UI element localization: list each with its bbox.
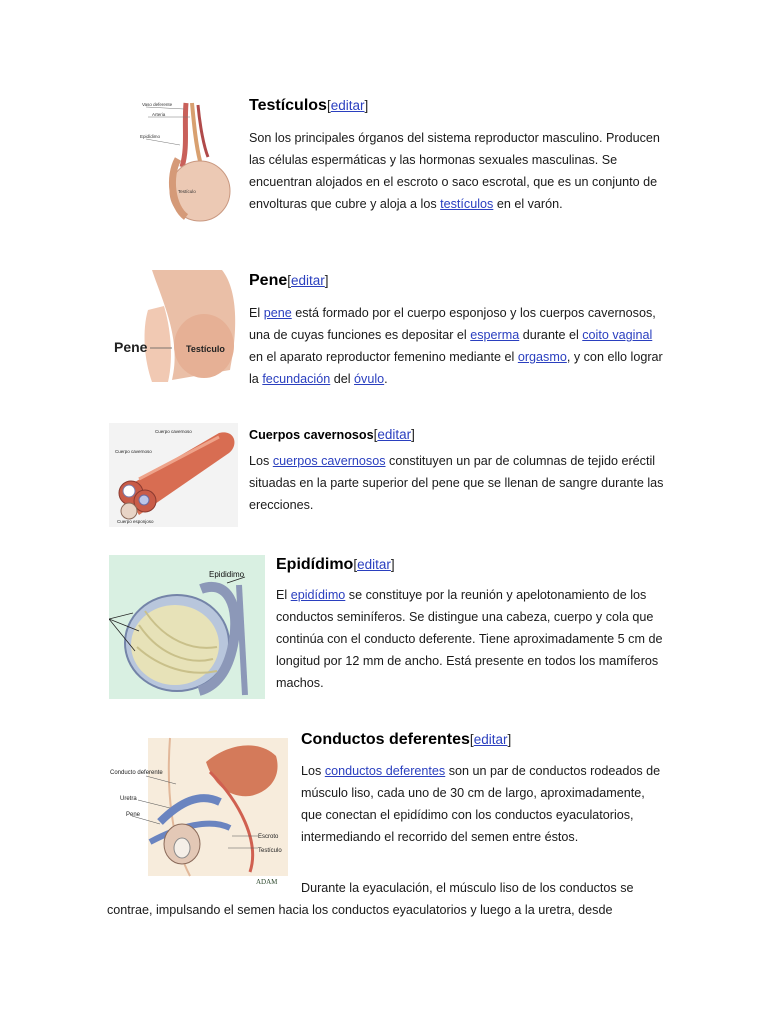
label-pene: Pene	[126, 812, 141, 818]
link-orgasmo[interactable]: orgasmo	[517, 350, 567, 364]
link-esperma[interactable]: esperma	[470, 328, 520, 342]
section-pene	[249, 272, 664, 390]
section-conductos-deferentes-continued	[107, 877, 667, 921]
section-title: Epidídimo[editar]	[276, 556, 395, 573]
link-testiculos[interactable]: testículos	[440, 197, 494, 211]
edit-link[interactable]: editar	[330, 98, 365, 113]
section-title: Testículos[editar]	[249, 97, 369, 114]
section-paragraph: Los conductos deferentes son un par de conductos rodeados de músculo liso, cada uno de 30 cm de largo, aproximadamente, que conectan el epidídimo con los conductos eyaculatorios, intermediando el recorrido del semen entre éstos.	[301, 764, 661, 844]
link-cuerpos-cavernosos[interactable]: cuerpos cavernosos	[272, 454, 386, 468]
link-epididimo[interactable]: epidídimo	[290, 588, 346, 602]
section-epididimo	[276, 556, 666, 694]
link-fecundacion[interactable]: fecundación	[262, 372, 331, 386]
label-testiculo: Testículo	[186, 344, 225, 354]
label-cuerpo-esponjoso: Cuerpo esponjoso	[117, 519, 154, 524]
label-cuerpo-cavernoso-left: Cuerpo cavernoso	[115, 449, 152, 454]
section-title: Pene[editar]	[249, 272, 329, 289]
link-ovulo[interactable]: óvulo	[354, 372, 385, 386]
penis-illustration	[112, 270, 238, 386]
edit-link[interactable]: editar	[357, 557, 391, 572]
epididymis-illustration	[109, 555, 265, 699]
label-testiculo: Testículo	[178, 189, 196, 194]
edit-link[interactable]: editar	[473, 732, 508, 747]
label-epididimo: Epidídimo	[140, 134, 161, 139]
adam-logo: ADAM	[256, 878, 278, 886]
label-cuerpo-cavernoso-top: Cuerpo cavernoso	[155, 429, 192, 434]
label-escroto: Escroto	[258, 834, 279, 840]
edit-link[interactable]: editar	[291, 273, 325, 288]
link-pene[interactable]: pene	[263, 306, 292, 320]
cavernous-bodies-illustration	[109, 423, 238, 527]
section-title: Cuerpos cavernosos[editar]	[249, 427, 415, 442]
label-testiculo: Testículo	[258, 848, 282, 854]
section-testiculos	[249, 97, 664, 215]
section-paragraph: El epidídimo se constituye por la reunión y apelotonamiento de los conductos seminíferos. Se distingue una cabeza, cuerpo y cola que continúa con el conducto deferente. Tiene aproximadamente 5 cm de longitud por 12 mm de ancho. Está presente en todos los mamíferos machos.	[276, 588, 663, 690]
section-paragraph: Son los principales órganos del sistema reproductor masculino. Producen las células espermáticas y las hormonas sexuales masculinas. Se encuentran alojados en el escroto o saco escrotal, que es un conjunto de envolturas que cubre y aloja a los testículos en el varón.	[249, 131, 660, 211]
section-conductos-deferentes	[301, 731, 666, 848]
edit-link[interactable]: editar	[377, 427, 412, 442]
vas-deferens-illustration	[110, 732, 292, 887]
label-conducto-deferente: Conducto deferente	[110, 770, 163, 776]
section-paragraph: Los cuerpos cavernosos constituyen un par de columnas de tejido eréctil situadas en la parte superior del pene que se llenan de sangre durante las erecciones.	[249, 454, 664, 512]
label-pene: Pene	[114, 339, 148, 355]
link-coito-vaginal[interactable]: coito vaginal	[582, 328, 653, 342]
section-paragraph-2: Durante la eyaculación, el músculo liso de los conductos se contrae, impulsando el semen hacia los conductos eyaculatorios y luego a la uretra, desde	[107, 881, 634, 917]
label-arteria: Arteria	[152, 112, 166, 117]
label-vaso-deferente: Vaso deferente	[142, 102, 173, 107]
section-title: Conductos deferentes[editar]	[301, 731, 512, 748]
section-cuerpos-cavernosos	[249, 427, 664, 516]
label-epididimo: Epididimo	[209, 570, 245, 579]
testicles-illustration	[138, 97, 238, 225]
link-conductos-deferentes[interactable]: conductos deferentes	[324, 764, 446, 778]
section-paragraph: El pene está formado por el cuerpo esponjoso y los cuerpos cavernosos, una de cuyas funciones es depositar el esperma durante el coito vaginal en el aparato reproductor femenino mediante el orgasmo, y con ello lograr la fecundación del óvulo.	[249, 306, 663, 386]
label-uretra: Uretra	[120, 796, 137, 802]
